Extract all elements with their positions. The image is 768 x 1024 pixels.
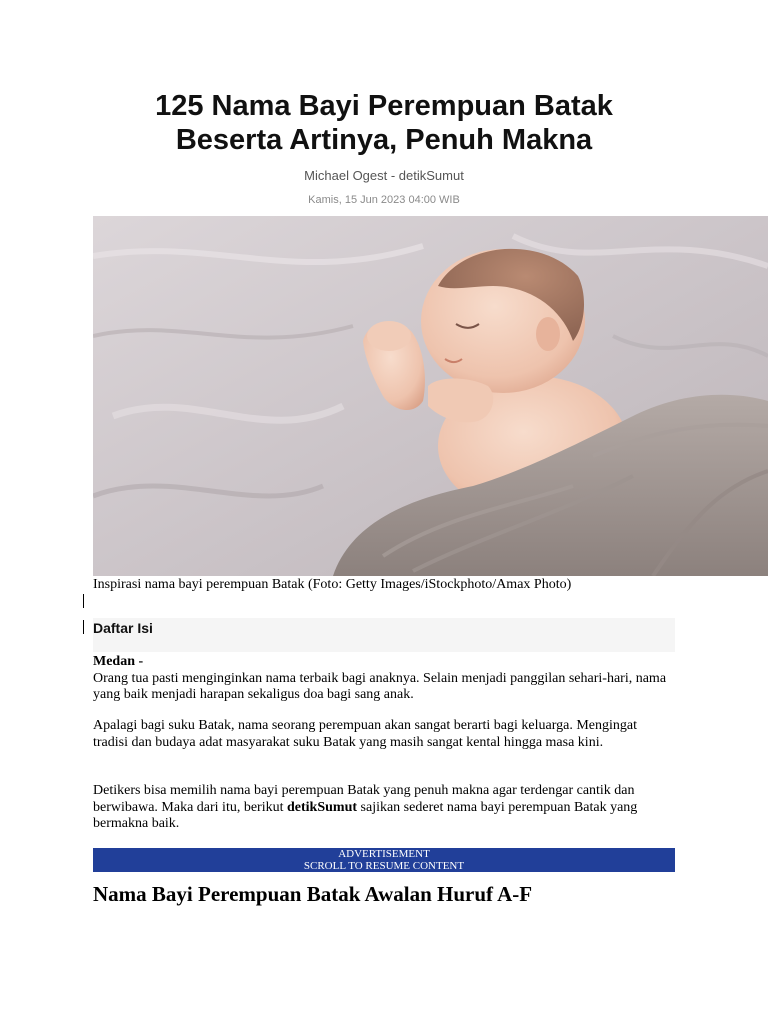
- brand-mention: detikSumut: [287, 799, 358, 815]
- section-heading: Nama Bayi Perempuan Batak Awalan Huruf A-F: [93, 882, 533, 906]
- table-of-contents[interactable]: [93, 618, 675, 652]
- dateline-city: Medan: [93, 654, 135, 669]
- article-paragraph-1: [93, 654, 675, 704]
- article-title-line-1: 125 Nama Bayi Perempuan Batak: [155, 90, 613, 122]
- paragraph-text: Orang tua pasti menginginkan nama terbaik bagi anaknya. Selain menjadi panggilan sehari-hari, nama yang baik menjadi harapan sekaligus doa bagi sang anak.: [93, 670, 667, 702]
- dateline-separator: -: [135, 654, 144, 669]
- paragraph-text: Detikers bisa memilih nama bayi perempuan Batak yang penuh makna agar terdengar cantik dan berwibawa. Maka dari itu, berikut: [93, 783, 635, 815]
- article-paragraph-3: [93, 783, 675, 833]
- hero-caption: Inspirasi nama bayi perempuan Batak (Foto: Getty Images/iStockphoto/Amax Photo): [93, 577, 572, 592]
- article-title-line-2: Beserta Artinya, Penuh Makna: [175, 124, 593, 156]
- toc-label[interactable]: Daftar Isi: [93, 620, 153, 636]
- text-cursor-marker: [83, 620, 84, 634]
- article-paragraph-2: Apalagi bagi suku Batak, nama seorang perempuan akan sangat berarti bagi keluarga. Mengingat tradisi dan budaya adat masyarakat suku Batak yang masih sangat kental hingga masa kini.: [93, 718, 637, 750]
- advertisement-banner[interactable]: [93, 848, 675, 872]
- hero-image: [93, 216, 768, 576]
- publish-date: Kamis, 15 Jun 2023 04:00 WIB: [308, 194, 460, 206]
- author-byline[interactable]: Michael Ogest - detikSumut: [304, 168, 464, 183]
- text-cursor-marker: [83, 594, 84, 608]
- ad-scroll-hint: SCROLL TO RESUME CONTENT: [303, 860, 465, 872]
- paragraph-text: sajikan sederet nama bayi perempuan Batak yang bermakna baik.: [93, 799, 638, 831]
- ad-label: ADVERTISEMENT: [338, 848, 430, 860]
- article-title: [93, 89, 675, 157]
